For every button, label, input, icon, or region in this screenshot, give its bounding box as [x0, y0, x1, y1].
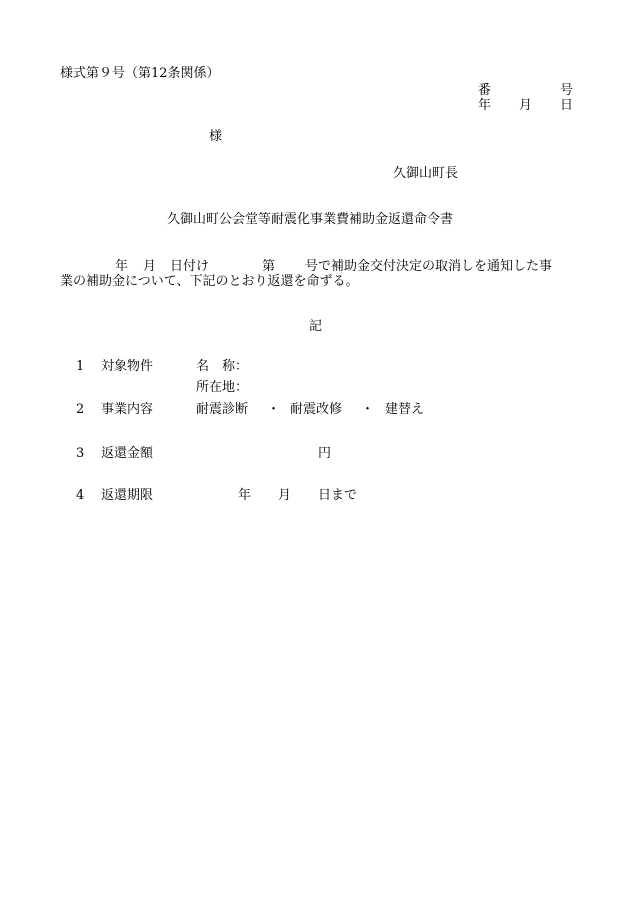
deadline-year: 年 [238, 488, 252, 503]
body-dated: 日付け [170, 259, 210, 274]
deadline-day: 日まで [318, 488, 358, 503]
option-separator: ・ [361, 402, 375, 417]
issuer-name: 久御山町長 [393, 166, 459, 181]
item-number: 3 [76, 446, 85, 461]
item-label-target-property: 対象物件 [101, 359, 154, 374]
body-line2: 業の補助金について、下記のとおり返還を命ずる。 [60, 274, 359, 289]
body-line1-rest: 号で補助金交付決定の取消しを通知した事 [305, 259, 553, 274]
option-seismic-diagnosis: 耐震診断 [196, 402, 249, 417]
date-month-label: 月 [519, 98, 533, 113]
option-rebuild: 建替え [385, 402, 425, 417]
option-seismic-retrofit: 耐震改修 [290, 402, 343, 417]
item-sub-name: 名 称： [196, 359, 249, 374]
addressee-honorific: 様 [209, 129, 223, 144]
ki-heading: 記 [309, 319, 323, 334]
currency-unit-yen: 円 [318, 446, 332, 461]
body-year: 年 [115, 259, 129, 274]
item-label-refund-deadline: 返還期限 [101, 488, 154, 503]
item-number: 4 [76, 488, 85, 503]
form-number: 様式第９号（第12条関係） [60, 66, 220, 81]
item-sub-address: 所在地： [196, 380, 249, 395]
date-year-label: 年 [478, 98, 492, 113]
body-month: 月 [143, 259, 157, 274]
document-title: 久御山町公会堂等耐震化事業費補助金返還命令書 [167, 212, 454, 227]
number-label-ban: 番 [478, 83, 492, 98]
deadline-month: 月 [278, 488, 292, 503]
item-number: 1 [76, 359, 85, 374]
option-separator: ・ [267, 402, 281, 417]
number-label-go: 号 [560, 83, 574, 98]
item-label-project-content: 事業内容 [101, 402, 154, 417]
date-day-label: 日 [560, 98, 574, 113]
body-dai: 第 [262, 259, 276, 274]
item-label-refund-amount: 返還金額 [101, 446, 154, 461]
item-number: 2 [76, 402, 85, 417]
